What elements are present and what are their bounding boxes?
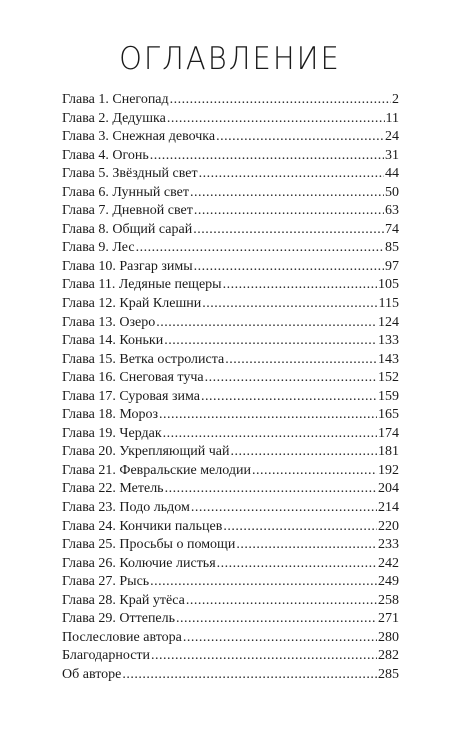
toc-entry-title: Глава 27. Рысь [62,574,150,590]
toc-entry-page-number: 249 [378,574,399,590]
toc-entry [62,221,399,240]
toc-entry [62,202,399,221]
dot-leader [186,592,377,611]
toc-entry [62,555,399,574]
toc-entry-page-number: 220 [378,518,399,534]
toc-entry-title: Послесловие автора [62,629,182,645]
toc-entry-page-number: 44 [385,166,399,182]
dot-leader [150,147,384,166]
toc-entry-title: Глава 12. Край Клешни [62,296,202,312]
toc-entry-title: Глава 26. Колючие листья [62,555,216,571]
toc-entry-page-number: 124 [378,314,399,330]
toc-entry-page-number: 143 [378,351,399,367]
dot-leader [194,202,384,221]
toc-entry [62,536,399,555]
toc-entry-title: Глава 15. Ветка остролиста [62,351,225,367]
toc-entry [62,110,399,129]
table-of-contents [62,91,399,685]
toc-entry-page-number: 31 [385,147,399,163]
toc-entry-title: Глава 28. Край утёса [62,592,185,608]
toc-entry [62,91,399,110]
toc-entry [62,647,399,666]
toc-entry-title: Глава 13. Озеро [62,314,156,330]
dot-leader [159,406,377,425]
toc-entry-page-number: 63 [385,203,399,219]
toc-entry-page-number: 285 [378,666,399,682]
toc-entry-title: Глава 10. Разгар зимы [62,258,193,274]
dot-leader [165,480,377,499]
dot-leader [191,499,377,518]
toc-entry [62,462,399,481]
toc-entry [62,258,399,277]
toc-entry [62,295,399,314]
toc-entry-title: Глава 16. Снеговая туча [62,370,204,386]
toc-entry-title: Глава 17. Суровая зима [62,388,200,404]
dot-leader [223,276,377,295]
toc-entry-title: Глава 8. Общий сарай [62,221,193,237]
dot-leader [190,184,384,203]
toc-entry-title: Глава 4. Огонь [62,147,149,163]
dot-leader [136,239,384,258]
dot-leader [164,332,377,351]
toc-entry-title: Глава 5. Звёздный свет [62,166,198,182]
toc-entry-title: Глава 19. Чердак [62,425,162,441]
toc-entry [62,332,399,351]
toc-entry-title: Глава 29. Оттепель [62,611,176,627]
toc-entry-page-number: 11 [385,110,399,126]
toc-entry-page-number: 282 [378,648,399,664]
toc-entry-page-number: 2 [392,92,399,107]
toc-entry-title: Глава 25. Просьбы о помощи [62,537,236,553]
toc-entry-title: Глава 9. Лес [62,240,135,256]
toc-entry-title: Глава 3. Снежная девочка [62,129,216,145]
toc-entry [62,499,399,518]
toc-entry-title: Глава 22. Метель [62,481,164,497]
toc-entry-page-number: 115 [378,296,399,312]
toc-entry-title: Глава 11. Ледяные пещеры [62,277,222,293]
dot-leader [194,258,384,277]
toc-entry [62,184,399,203]
toc-entry-page-number: 192 [378,462,399,478]
dot-leader [230,443,377,462]
dot-leader [225,351,377,370]
toc-entry [62,369,399,388]
toc-entry-page-number: 24 [385,129,399,145]
toc-entry [62,480,399,499]
dot-leader [122,666,377,685]
toc-entry-title: Глава 20. Укрепляющий чай [62,444,230,460]
toc-entry-page-number: 165 [378,407,399,423]
toc-entry-page-number: 159 [378,388,399,404]
page-title: ОГЛАВЛЕНИЕ [119,40,341,77]
toc-entry [62,128,399,147]
dot-leader [252,462,377,481]
toc-entry [62,425,399,444]
toc-entry [62,147,399,166]
toc-entry-page-number: 258 [378,592,399,608]
toc-entry-title: Глава 6. Лунный свет [62,184,189,200]
toc-entry-page-number: 204 [378,481,399,497]
dot-leader [201,388,377,407]
toc-entry [62,165,399,184]
toc-entry-title: Глава 24. Кончики пальцев [62,518,223,534]
toc-entry-page-number: 74 [385,221,399,237]
toc-entry [62,443,399,462]
toc-entry-page-number: 242 [378,555,399,571]
dot-leader [205,369,377,388]
toc-entry-title: Глава 2. Дедушка [62,110,166,126]
toc-entry-title: Глава 1. Снегопад [62,92,169,107]
dot-leader [193,221,384,240]
toc-entry-title: Глава 23. Подо льдом [62,500,190,516]
toc-entry [62,351,399,370]
toc-entry-page-number: 105 [378,277,399,293]
toc-entry [62,518,399,537]
toc-entry-title: Глава 14. Коньки [62,333,164,349]
dot-leader [150,573,377,592]
toc-entry [62,239,399,258]
dot-leader [199,165,384,184]
toc-entry [62,666,399,685]
dot-leader [223,518,377,537]
toc-entry [62,629,399,648]
dot-leader [167,110,385,129]
toc-entry-title: Глава 21. Февральские мелодии [62,462,251,478]
dot-leader [202,295,377,314]
toc-entry-page-number: 97 [385,258,399,274]
toc-entry-title: Глава 7. Дневной свет [62,203,193,219]
toc-entry [62,573,399,592]
toc-entry-title: Глава 18. Мороз [62,407,159,423]
toc-entry-page-number: 174 [378,425,399,441]
dot-leader [156,314,377,333]
toc-entry [62,388,399,407]
toc-entry-page-number: 181 [378,444,399,460]
dot-leader [163,425,377,444]
dot-leader [216,128,384,147]
toc-entry [62,276,399,295]
toc-entry-title: Благодарности [62,648,151,664]
dot-leader [151,647,377,666]
dot-leader [176,610,377,629]
toc-entry [62,610,399,629]
toc-entry-page-number: 50 [385,184,399,200]
toc-entry-page-number: 214 [378,500,399,516]
toc-entry [62,314,399,333]
dot-leader [217,555,377,574]
toc-entry [62,592,399,611]
toc-entry-page-number: 85 [385,240,399,256]
dot-leader [236,536,377,555]
toc-entry-page-number: 133 [378,333,399,349]
toc-entry-page-number: 233 [378,537,399,553]
toc-entry [62,406,399,425]
toc-entry-title: Об авторе [62,666,122,682]
toc-entry-page-number: 271 [378,611,399,627]
dot-leader [170,91,391,110]
toc-entry-page-number: 152 [378,370,399,386]
toc-entry-page-number: 280 [378,629,399,645]
dot-leader [183,629,377,648]
